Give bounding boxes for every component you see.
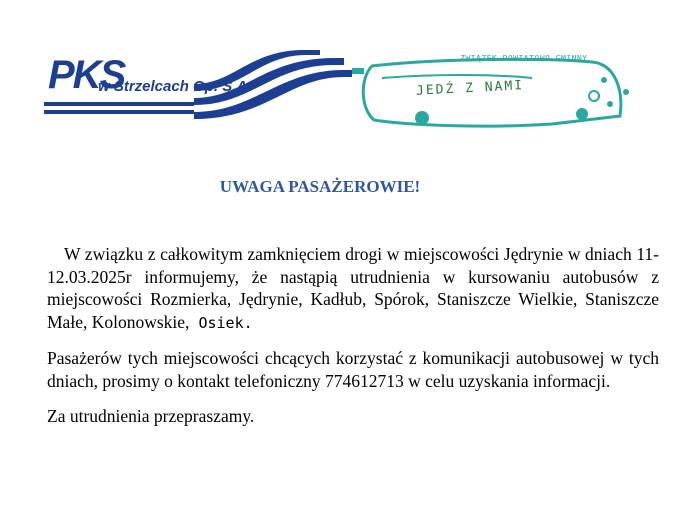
pks-logo-subtitle: w Strzelcach Op. S.A. (98, 78, 252, 95)
place-osiek: Osiek. (189, 313, 253, 332)
pks-logo-text: PKS (48, 53, 125, 97)
paragraph-closure-info (47, 243, 659, 334)
paragraph-line: Pasażerów tych miejscowości chcących korzystać z komunikacji (47, 348, 511, 368)
bus-logo-union-text: ZWIĄZEK POWIATOWO-GMINNY (460, 54, 588, 63)
paragraph-apology: Za utrudnienia przepraszamy. (47, 406, 255, 426)
paragraph-contact-info (47, 347, 659, 392)
paragraph-line: w dniach 11-12.03.2025r informujemy, że nastąpią utrudnienia (47, 244, 659, 287)
pks-logo (44, 50, 354, 122)
paragraph-line: w celu uzyskania informacji. (408, 370, 611, 391)
header-logos (0, 0, 693, 140)
paragraph-line: W związku z całkowitym zamknięciem drogi w miejscowości Jędrynie (64, 244, 564, 264)
notice-body (47, 243, 659, 441)
paragraph-line: Spórok, Staniszcze Wielkie, Staniszcze Małe, Kolonowskie, (47, 289, 660, 332)
notice-title: UWAGA PASAŻEROWIE! (219, 177, 421, 196)
paragraph-line: w kursowaniu autobusów z miejscowości Rozmierka, Jędrynie, Kadłub, (47, 266, 660, 309)
paragraph-line: autobusowej w tych dniach, prosimy o kontakt telefoniczny 774612713 (47, 348, 659, 391)
bus-logo-slogan: JEDŹ Z NAMI (415, 78, 525, 99)
bus-logo (352, 48, 642, 130)
